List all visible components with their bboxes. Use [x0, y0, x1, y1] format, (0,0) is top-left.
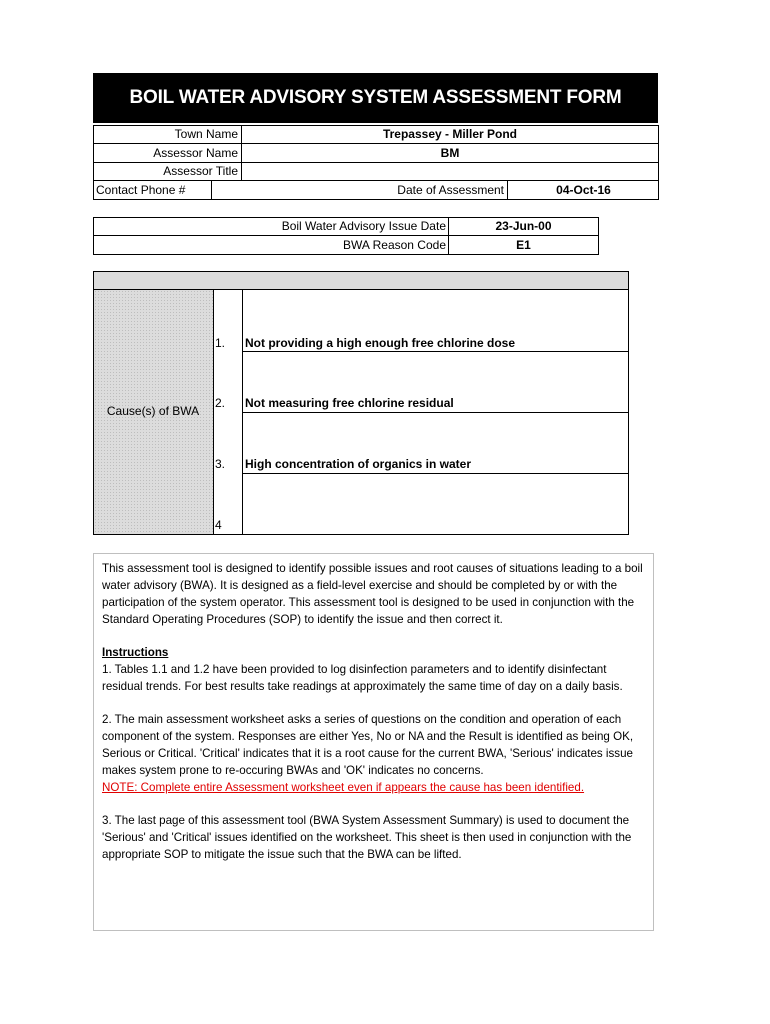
instruction-1: 1. Tables 1.1 and 1.2 have been provided to log disinfection parameters and to identify disinfectant residual trends. For best results take readings at approximately the same time of day on a daily basis. [102, 663, 623, 693]
cause-text-1[interactable]: Not providing a high enough free chlorine dose [245, 336, 516, 350]
cause-number-4: 4 [215, 518, 222, 532]
causes-table [93, 271, 629, 535]
instructions-box [93, 553, 654, 931]
intro-paragraph: This assessment tool is designed to identify possible issues and root causes of situations leading to a boil water advisory (BWA). It is designed as a field-level exercise and should be completed by or with the participation of the system operator. This assessment tool is designed to be used in conjunction with the Standard Operating Procedures (SOP) to identify the issue and then correct it. [102, 562, 643, 626]
info-table [93, 125, 659, 200]
causes-header-bar [93, 271, 629, 290]
assessor-label: Assessor Name [153, 146, 238, 160]
date-of-assessment-value[interactable]: 04-Oct-16 [556, 183, 611, 197]
bwa-table [93, 217, 599, 255]
cause-number-1: 1. [215, 336, 226, 350]
bwa-reason-code-label: BWA Reason Code [343, 238, 446, 252]
town-value[interactable]: Trepassey - Miller Pond [382, 127, 518, 141]
form-title: BOIL WATER ADVISORY SYSTEM ASSESSMENT FORM [93, 73, 658, 123]
assessor-value[interactable]: BM [440, 146, 460, 160]
note-text: NOTE: Complete entire Assessment worksheet even if appears the cause has been identified. [102, 781, 585, 794]
bwa-reason-code-value[interactable]: E1 [516, 238, 531, 252]
cause-text-3[interactable]: High concentration of organics in water [245, 457, 472, 471]
instruction-3: 3. The last page of this assessment tool (BWA System Assessment Summary) is used to document the 'Serious' and 'Critical' issues identified on the worksheet. This sheet is then used in conjunction with the appropriate SOP to mitigate the issue such that the BWA can be lifted. [102, 814, 632, 861]
cause-text-2[interactable]: Not measuring free chlorine residual [245, 396, 454, 410]
bwa-issue-date-label: Boil Water Advisory Issue Date [281, 219, 446, 233]
instruction-note [102, 779, 645, 796]
instructions-heading: Instructions [102, 646, 169, 659]
instruction-2: 2. The main assessment worksheet asks a series of questions on the condition and operation of each component of the system. Responses are either Yes, No or NA and the Result is identified as being OK, Serious or Critical. 'Critical' indicates that it is a root cause for the current BWA, 'Serious' indicates issue makes system prone to re-occuring BWAs and 'OK' indicates no concerns. [102, 713, 634, 777]
date-of-assessment-label: Date of Assessment [397, 183, 504, 197]
bwa-issue-date-value[interactable]: 23-Jun-00 [495, 219, 552, 233]
cause-number-3: 3. [215, 457, 226, 471]
causes-label: Cause(s) of BWA [106, 404, 200, 418]
contact-phone-label: Contact Phone # [96, 183, 186, 197]
cause-number-2: 2. [215, 396, 226, 410]
assessor-title-label: Assessor Title [163, 164, 238, 178]
town-label: Town Name [174, 127, 238, 141]
